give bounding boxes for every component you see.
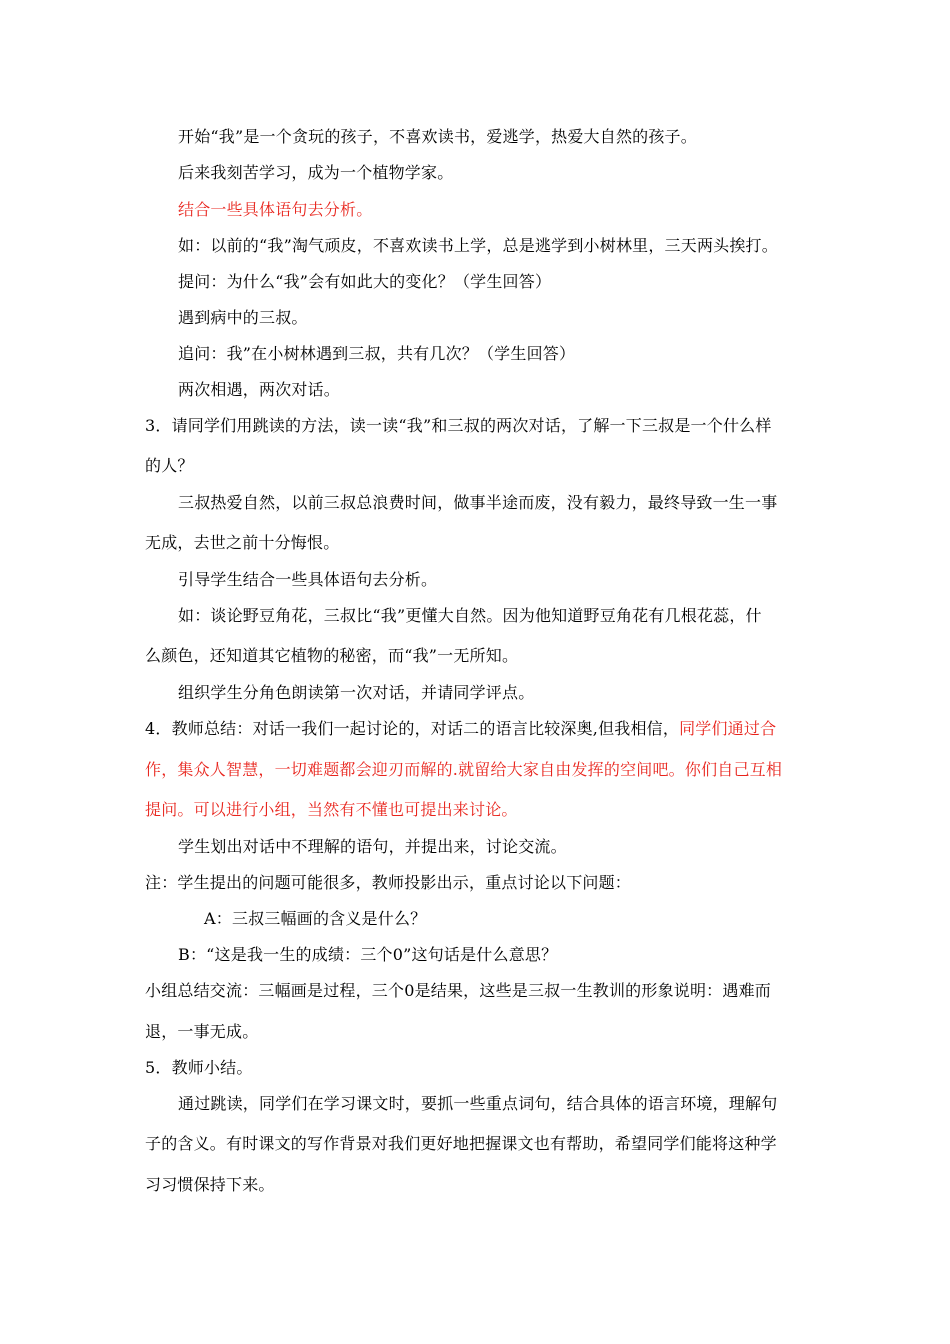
paragraph-line: 无成，去世之前十分悔恨。: [145, 533, 340, 552]
highlighted-line: 作，集众人智慧，一切难题都会迎刃而解的.就留给大家自由发挥的空间吧。你们自己互相: [145, 760, 783, 779]
section-3-heading: 3．请同学们用跳读的方法，读一读“我”和三叔的两次对话，了解一下三叔是一个什么样: [145, 416, 772, 435]
question-a: A：三叔三幅画的含义是什么？: [204, 909, 427, 928]
paragraph-line: 引导学生结合一些具体语句去分析。: [178, 570, 438, 589]
highlighted-line: 结合一些具体语句去分析。: [178, 200, 373, 219]
paragraph-line: 的人？: [145, 456, 194, 475]
highlighted-line: 提问。可以进行小组，当然有不懂也可提出来讨论。: [145, 800, 518, 819]
paragraph-line: 习习惯保持下来。: [145, 1175, 275, 1194]
paragraph-line: 三叔热爱自然，以前三叔总浪费时间，做事半途而废，没有毅力，最终导致一生一事: [178, 493, 778, 512]
highlighted-text: 同学们通过合: [679, 719, 777, 738]
paragraph-line: 两次相遇，两次对话。: [178, 380, 341, 399]
paragraph-line: 开始“我”是一个贪玩的孩子，不喜欢读书，爱逃学，热爱大自然的孩子。: [178, 127, 697, 146]
paragraph-line: 如：谈论野豆角花，三叔比“我”更懂大自然。因为他知道野豆角花有几根花蕊，什: [178, 606, 762, 625]
paragraph-line: 退，一事无成。: [145, 1022, 259, 1041]
paragraph-line: 么颜色，还知道其它植物的秘密，而“我”一无所知。: [145, 646, 519, 665]
note-line: 注：学生提出的问题可能很多，教师投影出示，重点讨论以下问题：: [145, 873, 632, 892]
paragraph-line: 子的含义。有时课文的写作背景对我们更好地把握课文也有帮助，希望同学们能将这种学: [145, 1134, 777, 1153]
section-5-heading: 5．教师小结。: [145, 1058, 253, 1077]
paragraph-line: 组织学生分角色朗读第一次对话，并请同学评点。: [178, 683, 535, 702]
paragraph-line: 提问：为什么“我”会有如此大的变化？（学生回答）: [178, 272, 552, 291]
paragraph-line: 小组总结交流：三幅画是过程，三个0是结果，这些是三叔一生教训的形象说明：遇难而: [145, 981, 771, 1000]
section-4-heading: [145, 719, 776, 739]
paragraph-line: 后来我刻苦学习，成为一个植物学家。: [178, 163, 454, 182]
question-b: B：“这是我一生的成绩：三个0”这句话是什么意思？: [178, 945, 558, 964]
paragraph-line: 如：以前的“我”淘气顽皮，不喜欢读书上学，总是逃学到小树林里，三天两头挨打。: [178, 236, 778, 255]
section-4-text: 4．教师总结：对话一我们一起讨论的，对话二的语言比较深奥,但我相信，: [145, 719, 680, 738]
paragraph-line: 通过跳读，同学们在学习课文时，要抓一些重点词句，结合具体的语言环境，理解句: [178, 1094, 778, 1113]
paragraph-line: 学生划出对话中不理解的语句，并提出来，讨论交流。: [178, 837, 567, 856]
paragraph-line: 追问：我”在小树林遇到三叔，共有几次？（学生回答）: [178, 344, 576, 363]
paragraph-line: 遇到病中的三叔。: [178, 308, 308, 327]
